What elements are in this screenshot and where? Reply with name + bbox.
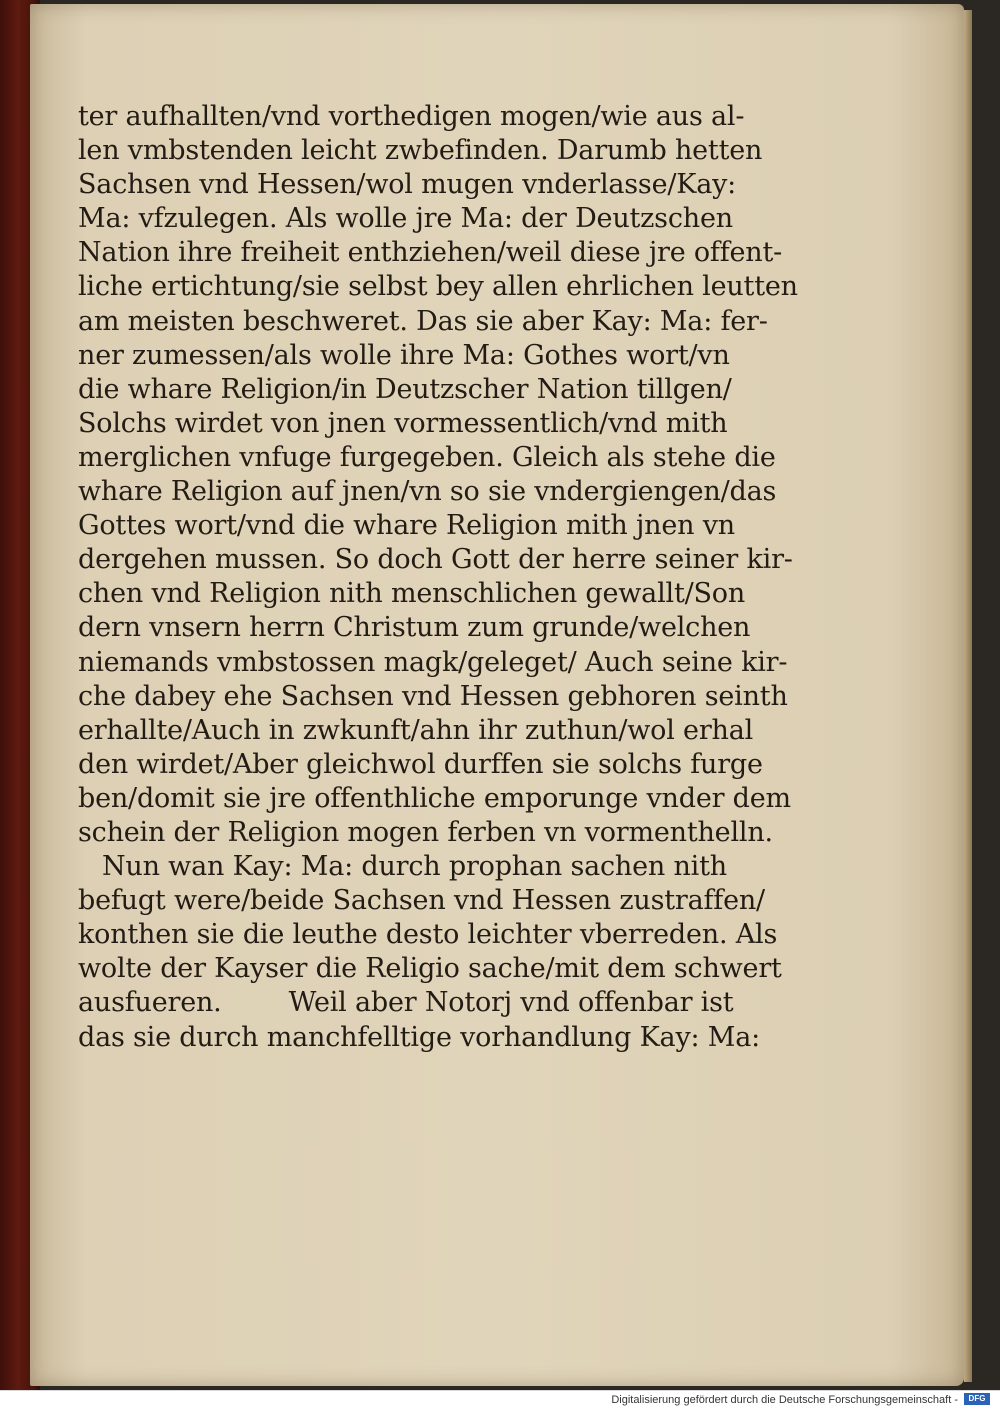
text-line: merglichen vnfuge furgegeben. Gleich als stehe die (78, 441, 776, 473)
text-line: konthen sie die leuthe desto leichter vberreden. Als (78, 919, 778, 951)
text-line: den wirdet/Aber gleichwol durffen sie solchs furge (78, 748, 763, 780)
text-line: ner zumessen/als wolle ihre Ma: Gothes wort/vn (78, 339, 730, 371)
funding-credit: Digitalisierung gefördert durch die Deutsche Forschungsgemeinschaft - (611, 1394, 958, 1406)
text-line: wolte der Kayser die Religio sache/mit dem schwert (78, 953, 782, 985)
text-line: liche ertichtung/sie selbst bey allen ehrlichen leutten (78, 271, 798, 303)
text-line: dergehen mussen. So doch Gott der herre seiner kir- (78, 544, 793, 576)
text-line: am meisten beschweret. Das sie aber Kay: Ma: fer- (78, 305, 768, 337)
text-line: erhallte/Auch in zwkunft/ahn ihr zuthun/wol erhal (78, 714, 754, 746)
text-line: Nation ihre freiheit enthziehen/weil diese jre offent- (78, 237, 783, 269)
text-line: ter aufhallten/vnd vorthedigen mogen/wie aus al- (78, 101, 745, 132)
text-line: dern vnsern herrn Christum zum grunde/welchen (78, 612, 751, 644)
text-line: whare Religion auf jnen/vn so sie vndergiengen/das (78, 476, 777, 508)
page-edge (964, 10, 972, 1382)
text-line: chen vnd Religion nith menschlichen gewallt/Son (78, 578, 746, 610)
text-line: Solchs wirdet von jnen vormessentlich/vnd mith (78, 407, 728, 439)
dfg-logo: DFG (964, 1393, 990, 1405)
text-line: ausfueren. Weil aber Notorj vnd offenbar ist (78, 987, 734, 1019)
page-text (78, 100, 838, 1055)
text-line: befugt were/beide Sachsen vnd Hessen zustraffen/ (78, 885, 765, 917)
text-line: Ma: vfzulegen. Als wolle jre Ma: der Deutzschen (78, 203, 733, 235)
text-line: len vmbstenden leicht zwbefinden. Darumb hetten (78, 135, 763, 167)
text-line: das sie durch manchfelltige vorhandlung Kay: Ma: (78, 1021, 761, 1053)
text-line: niemands vmbstossen magk/geleget/ Auch seine kir- (78, 646, 788, 678)
text-line: ben/domit sie jre offenthliche emporunge vnder dem (78, 782, 791, 814)
text-line: Nun wan Kay: Ma: durch prophan sachen nith (102, 851, 727, 883)
text-line: Sachsen vnd Hessen/wol mugen vnderlasse/Kay: (78, 169, 737, 201)
text-line: die whare Religion/in Deutzscher Nation tillgen/ (78, 373, 732, 405)
text-line: Gottes wort/vnd die whare Religion mith jnen vn (78, 510, 735, 542)
text-line: schein der Religion mogen ferben vn vormenthelln. (78, 816, 773, 848)
text-line: che dabey ehe Sachsen vnd Hessen gebhoren seinth (78, 680, 788, 712)
